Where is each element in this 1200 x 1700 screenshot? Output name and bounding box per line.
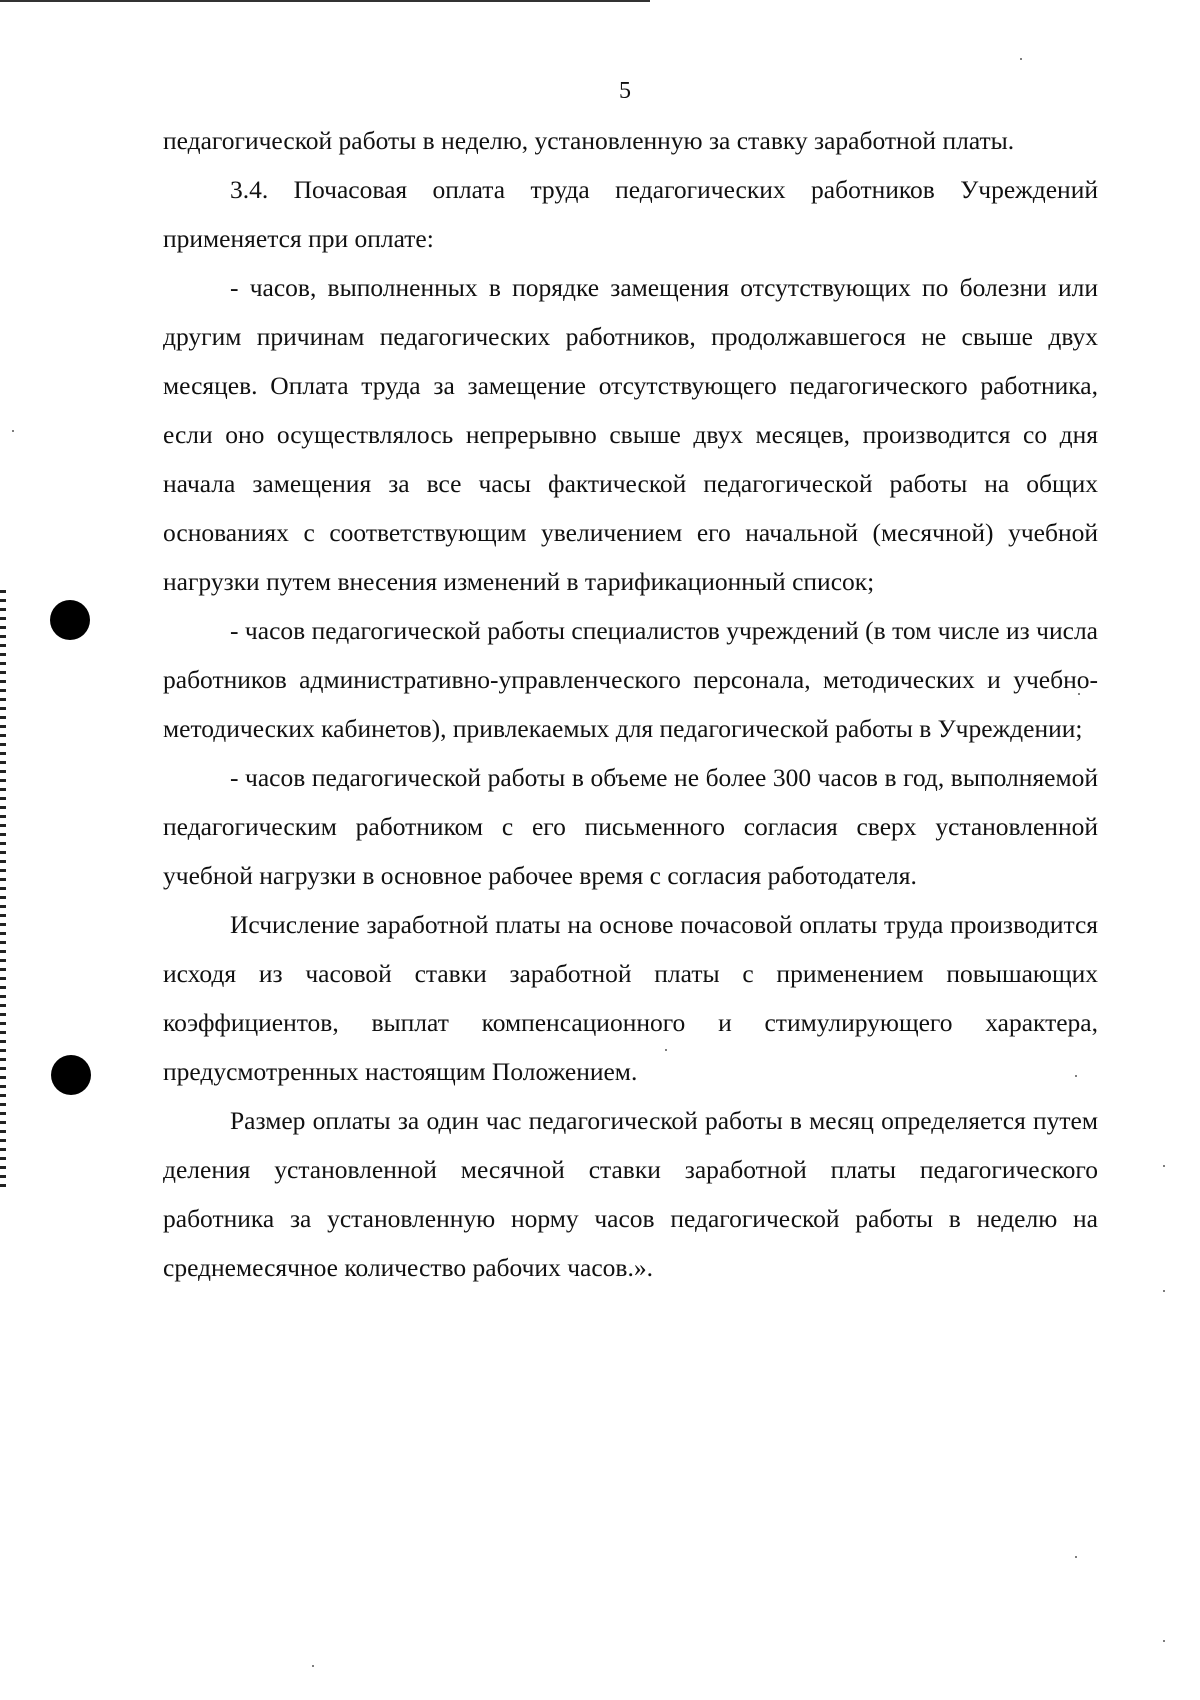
paragraph-hourly-rate: Размер оплаты за один час педагогической работы в месяц определяется путем деления установленной месячной ставки заработной платы педагогического работника за установленную норму часов педагогической работы в неделю на среднемесячное количество рабочих часов.».: [163, 1106, 1098, 1282]
page-number: 5: [619, 78, 631, 104]
list-item-substitution-hours: - часов, выполненных в порядке замещения отсутствующих по болезни или другим причинам педагогических работников, продолжавшегося не свыше двух месяцев. Оплата труда за замещение отсутствующего педагогического работника, если оно осуществлялось непрерывно свыше двух месяцев, производится со дня начала замещения за все часы фактической педагогической работы на общих основаниях с соответствующим увеличением его начальной (месячной) учебной нагрузки путем внесения изменений в тарификационный список;: [163, 273, 1098, 596]
scan-speck: [1163, 1165, 1165, 1167]
scan-speck: [312, 1665, 314, 1667]
scan-speck: [12, 430, 14, 432]
scan-top-edge: [0, 0, 650, 2]
document-body: [163, 116, 1098, 1292]
scan-speck: [1163, 1640, 1165, 1642]
list-item-extra-hours: - часов педагогической работы в объеме не более 300 часов в год, выполняемой педагогическим работником с его письменного согласия сверх установленной учебной нагрузки в основное рабочее время с согласия работодателя.: [163, 763, 1098, 890]
paragraph-calculation: Исчисление заработной платы на основе почасовой оплаты труда производится исходя из часовой ставки заработной платы с применением повышающих коэффициентов, выплат компенсационного и стимулирующего характера, предусмотренных настоящим Положением.: [163, 910, 1098, 1086]
scan-binding-marks: [0, 590, 6, 1190]
punch-hole-bottom: [51, 1055, 91, 1095]
punch-hole-top: [50, 600, 90, 640]
paragraph-continuation: педагогической работы в неделю, установленную за ставку заработной платы.: [163, 126, 1015, 155]
scan-speck: [1020, 58, 1022, 60]
list-item-specialist-hours: - часов педагогической работы специалистов учреждений (в том числе из числа работников административно-управленческого персонала, методических и учебно-методических кабинетов), привлекаемых для педагогической работы в Учреждении;: [163, 616, 1098, 743]
scan-speck: [1075, 1556, 1077, 1558]
paragraph-clause-3-4: 3.4. Почасовая оплата труда педагогических работников Учреждений применяется при оплате:: [163, 175, 1098, 253]
scan-speck: [1163, 1290, 1165, 1292]
